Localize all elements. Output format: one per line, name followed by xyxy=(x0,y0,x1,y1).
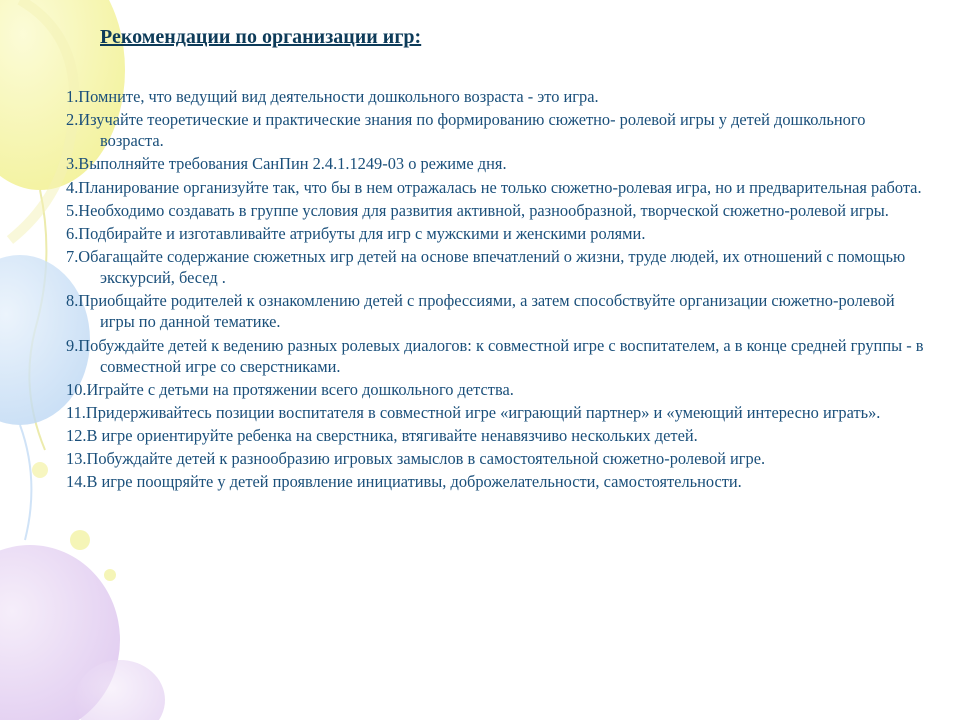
list-item: 6.Подбирайте и изготавливайте атрибуты для игр с мужскими и женскими ролями. xyxy=(66,223,646,243)
list-item: 8.Приобщайте родителей к ознакомлению детей с профессиями, а затем способствуйте организации сюжетно-ролевой игры по данной тематике. xyxy=(66,291,895,332)
list-item: 5.Необходимо создавать в группе условия для развития активной, разнообразной, творческой сюжетно-ролевой игры. xyxy=(66,200,889,220)
slide-title: Рекомендации по организации игр: xyxy=(100,26,422,48)
list-item: 13.Побуждайте детей к разнообразию игровых замыслов в самостоятельной сюжетно-ролевой игре. xyxy=(66,449,766,469)
list-item: 14.В игре поощряйте у детей проявление инициативы, доброжелательности, самостоятельности. xyxy=(66,472,742,492)
list-item: 1.Помните, что ведущий вид деятельности дошкольного возраста - это игра. xyxy=(66,87,599,106)
list-item: 3.Выполняйте требования СанПин 2.4.1.1249-03 о режиме дня. xyxy=(66,154,507,174)
list-item: 7.Обагащайте содержание сюжетных игр детей на основе впечатлений о жизни, труде людей, их отношений с помощью экскурсий, бесед . xyxy=(66,247,906,288)
list-item: 11.Придерживайтесь позиции воспитателя в совместной игре «играющий партнер» и «умеющий интересно играть». xyxy=(66,402,881,422)
list-item: 4.Планирование организуйте так, что бы в нем отражалась не только сюжетно-ролевая игра, но и предварительная работа. xyxy=(66,177,922,197)
list-item: 12.В игре ориентируйте ребенка на сверстника, втягивайте ненавязчиво нескольких детей. xyxy=(66,426,698,446)
list-item: 2.Изучайте теоретические и практические знания по формированию сюжетно- ролевой игры у детей дошкольного возраста. xyxy=(66,110,866,151)
list-item: 10.Играйте с детьми на протяжении всего дошкольного детства. xyxy=(66,379,514,399)
recommendations-list xyxy=(66,86,926,495)
list-item: 9.Побуждайте детей к ведению разных ролевых диалогов: к совместной игре с воспитателем, а в конце средней группы - в совместной игре со сверстниками. xyxy=(66,335,924,376)
